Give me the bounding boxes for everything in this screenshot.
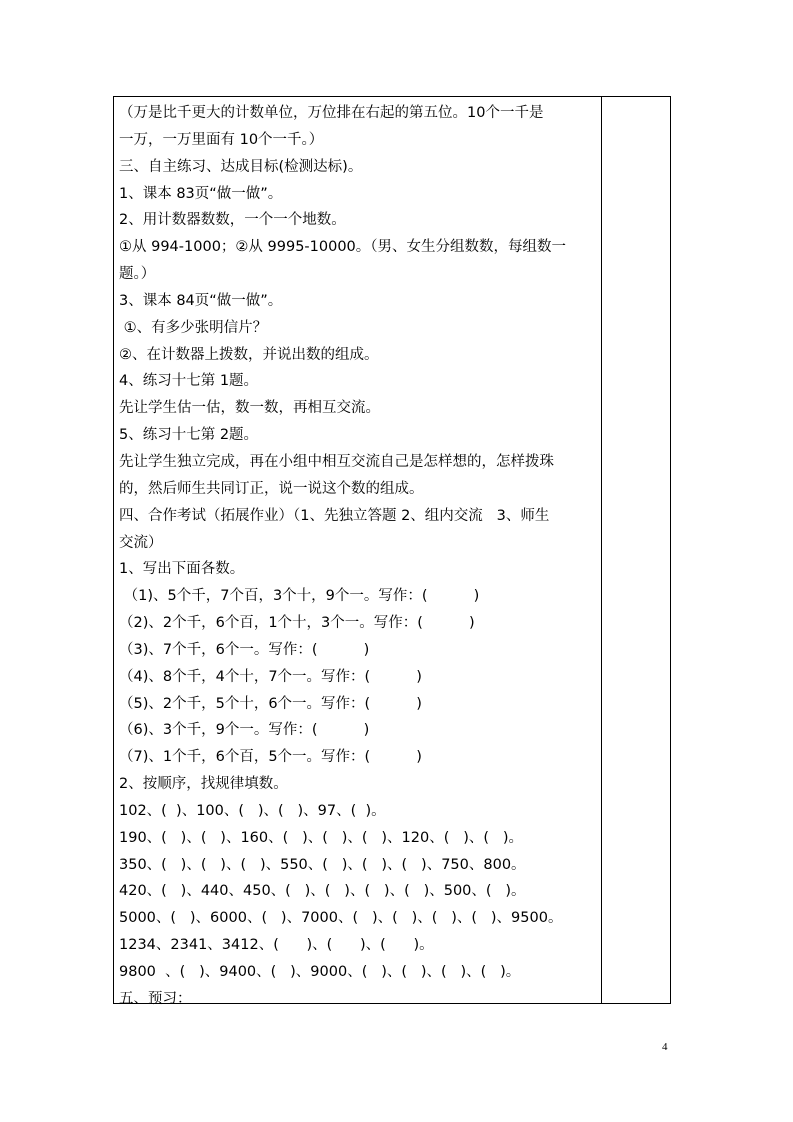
text-line: 1、写出下面各数。: [119, 561, 245, 578]
exercise-line: （2)、2个千，6个百，1个十，3个一。写作：( ): [119, 615, 475, 632]
exercise-line: （3)、7个千，6个一。写作：( ): [119, 641, 370, 658]
text-line: ②、在计数器上拨数，并说出数的组成。: [119, 346, 379, 363]
exercise-line: （6)、3个千，9个一。写作：( ): [119, 722, 370, 739]
text-line: 5、练习十七第 2题。: [119, 427, 259, 444]
sequence-line: 102、( )、100、( )、( )、97、( )。: [119, 802, 386, 819]
sequence-line: 1234、2341、3412、( )、( )、( )。: [119, 937, 434, 954]
text-line: （万是比千更大的计数单位，万位排在右起的第五位。10个一千是: [119, 105, 544, 121]
column-divider: [601, 97, 602, 1003]
text-line: ①从 994-1000；②从 9995-10000。（男、女生分组数数，每组数一: [119, 239, 567, 256]
text-line: 的，然后师生共同订正，说一说这个数的组成。: [119, 480, 424, 497]
text-line: 1、课本 83页“做一做”。: [119, 185, 283, 202]
text-line: 2、用计数器数数，一个一个地数。: [119, 212, 346, 229]
sequence-line: 190、( )、( )、160、( )、( )、( )、120、( )、( )。: [119, 829, 524, 846]
section-heading: 三、自主练习、达成目标(检测达标)。: [119, 158, 363, 175]
section-heading: 四、合作考试（拓展作业）（1、先独立答题 2、组内交流 3、师生: [119, 507, 550, 524]
exercise-line: （7)、1个千，6个百，5个一。写作：( ): [119, 749, 422, 766]
text-line: 3、课本 84页“做一做”。: [119, 292, 283, 309]
text-line: ①、有多少张明信片？: [119, 319, 268, 336]
text-line: 一万，一万里面有 10个一千。）: [119, 131, 324, 148]
lesson-content-cell: [119, 100, 597, 1013]
exercise-line: （5)、2个千，5个十，6个一。写作：( ): [119, 695, 422, 712]
lesson-table: [113, 96, 671, 1007]
sequence-line: 9800 、( )、9400、( )、9000、( )、( )、( )、( )。: [119, 964, 521, 980]
text-line: 先让学生独立完成，再在小组中相互交流自己是怎样想的，怎样拨珠: [119, 453, 554, 470]
text-line: 题。）: [119, 266, 156, 283]
text-line: 4、练习十七第 1题。: [119, 373, 259, 390]
text-line: 先让学生估一估，数一数，再相互交流。: [119, 400, 380, 417]
sequence-line: 5000、( )、6000、( )、7000、( )、( )、( )、( )、9500。: [119, 910, 563, 927]
text-line: 交流）: [119, 534, 163, 551]
sequence-line: 350、( )、( )、( )、550、( )、( )、( )、750、800。: [119, 856, 526, 873]
exercise-line: （4)、8个千，4个十，7个一。写作：( ): [119, 668, 422, 685]
text-line: 2、按顺序，找规律填数。: [119, 776, 288, 793]
sequence-line: 420、( )、440、450、( )、( )、( )、( )、500、( )。: [119, 883, 526, 900]
exercise-line: （1)、5个千，7个百，3个十，9个一。写作：( ): [119, 588, 480, 605]
section-heading: 五、预习：: [119, 990, 192, 1007]
page-number: 4: [662, 1041, 668, 1053]
